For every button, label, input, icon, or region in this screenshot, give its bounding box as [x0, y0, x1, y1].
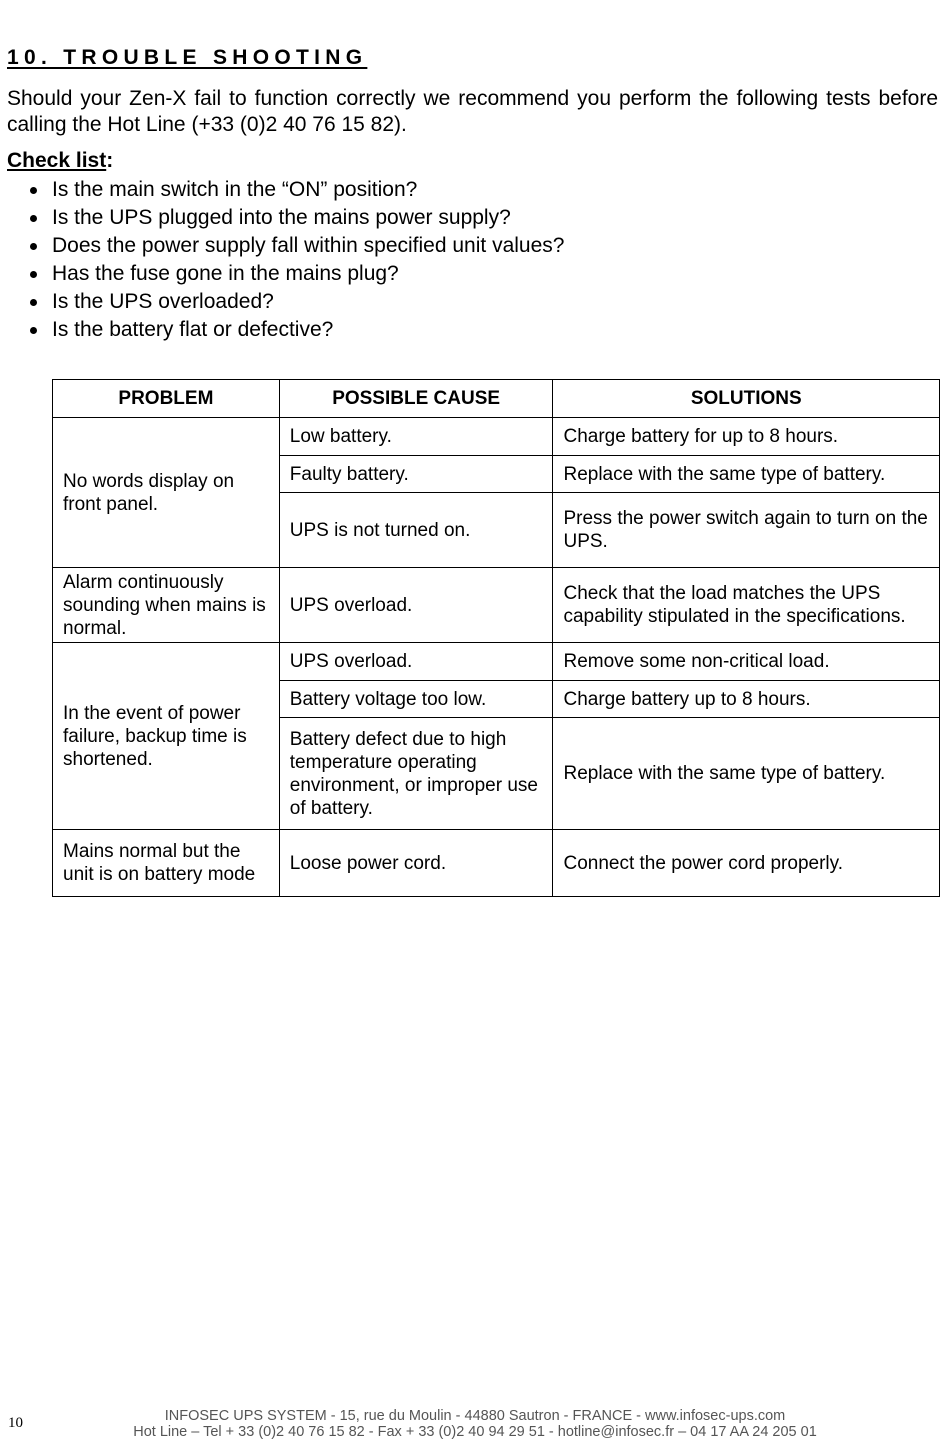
- table-row: [53, 418, 940, 456]
- checklist-title-text: Check list: [7, 149, 107, 172]
- checklist: [28, 176, 564, 344]
- cause-cell: Faulty battery.: [279, 456, 553, 493]
- footer-address: INFOSEC UPS SYSTEM - 15, rue du Moulin - 44880 Sautron - FRANCE - www.infosec-ups.com: [164, 1408, 786, 1424]
- troubleshooting-table: [52, 379, 940, 897]
- checklist-item: Is the UPS plugged into the mains power supply?: [28, 204, 564, 232]
- checklist-item: Does the power supply fall within specified unit values?: [28, 232, 564, 260]
- header-possible-cause: POSSIBLE CAUSE: [279, 380, 553, 418]
- cause-cell: UPS overload.: [279, 568, 553, 643]
- solution-cell: Replace with the same type of battery.: [553, 456, 940, 493]
- table-header-row: [53, 380, 940, 418]
- cause-cell: Low battery.: [279, 418, 553, 456]
- table-row: [53, 830, 940, 897]
- solution-cell: Press the power switch again to turn on the UPS.: [553, 493, 940, 568]
- intro-paragraph: Should your Zen-X fail to function correctly we recommend you perform the following tests before calling the Hot Line (+33 (0)2 40 76 15 82).: [7, 87, 938, 136]
- checklist-item: Is the battery flat or defective?: [28, 316, 564, 344]
- problem-cell: Alarm continuously sounding when mains is normal.: [53, 568, 280, 643]
- checklist-title-colon: :: [106, 149, 114, 172]
- cause-cell: Loose power cord.: [279, 830, 553, 897]
- cause-cell: UPS overload.: [279, 643, 553, 681]
- table-row: [53, 643, 940, 681]
- solution-cell: Connect the power cord properly.: [553, 830, 940, 897]
- page-number: 10: [8, 1415, 23, 1431]
- problem-cell: Mains normal but the unit is on battery mode: [53, 830, 280, 897]
- problem-cell: In the event of power failure, backup time is shortened.: [53, 643, 280, 830]
- header-problem: PROBLEM: [53, 380, 280, 418]
- checklist-item: Is the UPS overloaded?: [28, 288, 564, 316]
- solution-cell: Charge battery for up to 8 hours.: [553, 418, 940, 456]
- solution-cell: Charge battery up to 8 hours.: [553, 681, 940, 718]
- checklist-item: Has the fuse gone in the mains plug?: [28, 260, 564, 288]
- cause-cell: UPS is not turned on.: [279, 493, 553, 568]
- cause-cell: Battery defect due to high temperature operating environment, or improper use of battery.: [279, 718, 553, 830]
- table-row: [53, 568, 940, 643]
- solution-cell: Check that the load matches the UPS capability stipulated in the specifications.: [553, 568, 940, 643]
- solution-cell: Remove some non-critical load.: [553, 643, 940, 681]
- footer-contact: Hot Line – Tel + 33 (0)2 40 76 15 82 - Fax + 33 (0)2 40 94 29 51 - hotline@infosec.fr – 04 17 AA 24 205 01: [133, 1424, 817, 1440]
- solution-cell: Replace with the same type of battery.: [553, 718, 940, 830]
- problem-cell: No words display on front panel.: [53, 418, 280, 568]
- cause-cell: Battery voltage too low.: [279, 681, 553, 718]
- footer: [0, 1408, 950, 1440]
- checklist-item: Is the main switch in the “ON” position?: [28, 176, 564, 204]
- header-solutions: SOLUTIONS: [553, 380, 940, 418]
- section-heading: 10. TROUBLE SHOOTING: [7, 46, 368, 69]
- checklist-title: [7, 148, 113, 174]
